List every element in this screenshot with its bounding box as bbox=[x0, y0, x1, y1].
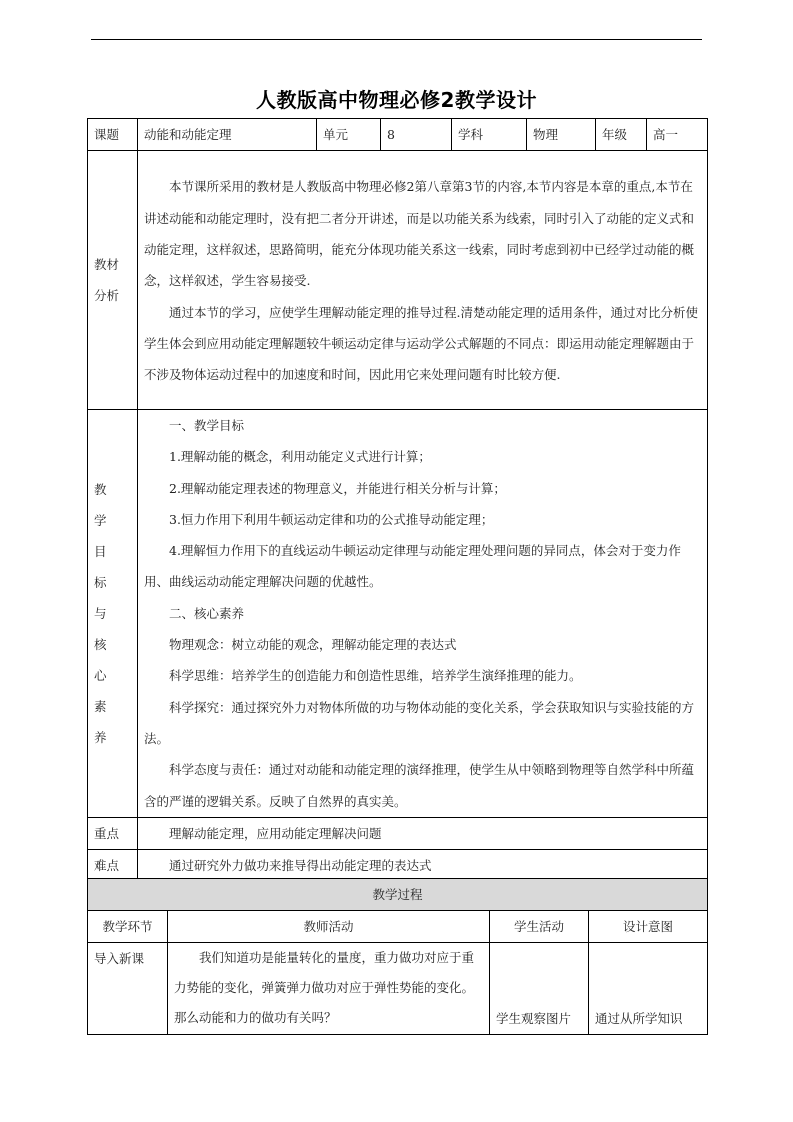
paragraph: 本节课所采用的教材是人教版高中物理必修2第八章第3节的内容,本节内容是本章的重点,本节在讲述动能和动能定理时，没有把二者分开讲述，而是以功能关系为线索，同时引入了动能的定义式和动能定理，这样叙述，思路简明，能充分体现功能关系这一线索，同时考虑到初中已经学过动能的概念，这样叙述，学生容易接受. bbox=[144, 179, 695, 289]
column-header-stage: 教学环节 bbox=[88, 911, 168, 943]
student-activity-cell: 学生观察图片 bbox=[490, 943, 589, 1035]
objectives-row bbox=[88, 410, 708, 818]
design-intent-cell: 通过从所学知识 bbox=[589, 943, 708, 1035]
label-line: 养 bbox=[94, 729, 115, 745]
lesson-info-table bbox=[87, 118, 708, 882]
label-line: 与 核 bbox=[94, 605, 115, 652]
process-heading-row bbox=[88, 879, 708, 911]
goal-item: 2.理解动能定理表述的物理意义，并能进行相关分析与计算； bbox=[169, 480, 506, 496]
teaching-process-table bbox=[87, 878, 708, 1035]
topic-label: 课题 bbox=[88, 119, 138, 151]
label-line: 目 标 bbox=[94, 543, 115, 590]
column-header-teacher: 教师活动 bbox=[168, 911, 490, 943]
subject-value: 物理 bbox=[527, 119, 596, 151]
subject-label: 学科 bbox=[452, 119, 527, 151]
column-header-student: 学生活动 bbox=[490, 911, 589, 943]
unit-value: 8 bbox=[381, 119, 452, 151]
paragraph: 通过本节的学习，应使学生理解动能定理的推导过程.清楚动能定理的适用条件，通过对比分析使学生体会到应用动能定理解题较牛顿运动定律与运动学公式解题的不同点：即运用动能定理解题由于不涉及物体运动过程中的加速度和时间，因此用它来处理问题有时比较方便. bbox=[144, 304, 698, 383]
page-title: 人教版高中物理必修2教学设计 bbox=[256, 88, 537, 112]
material-analysis-content bbox=[138, 151, 708, 410]
process-column-header-row bbox=[88, 911, 708, 943]
grade-value: 高一 bbox=[647, 119, 708, 151]
key-point-text: 理解动能定理，应用动能定理解决问题 bbox=[169, 825, 382, 841]
difficulty-value bbox=[138, 849, 708, 881]
process-row bbox=[88, 943, 708, 1035]
label-line: 分析 bbox=[94, 288, 120, 303]
material-analysis-row bbox=[88, 151, 708, 410]
label-line: 教材 bbox=[94, 257, 120, 272]
goal-item: 4.理解恒力作用下的直线运动牛顿运动定律理与动能定理处理问题的异同点，体会对于变力作用、曲线运动动能定理解决问题的优越性。 bbox=[144, 543, 681, 590]
difficulty-text: 通过研究外力做功来推导得出动能定理的表达式 bbox=[169, 857, 432, 873]
key-point-row bbox=[88, 817, 708, 849]
grade-label: 年级 bbox=[596, 119, 647, 151]
material-analysis-label bbox=[88, 151, 138, 410]
label-line: 心 素 bbox=[94, 667, 115, 714]
key-point-value bbox=[138, 817, 708, 849]
literacy-item: 科学态度与责任：通过对动能和动能定理的演绎推理，使学生从中领略到物理等自然学科中所蕴含的严谨的逻辑关系。反映了自然界的真实美。 bbox=[144, 762, 695, 809]
goal-item: 3.恒力作用下利用牛顿运动定律和功的公式推导动能定理； bbox=[169, 511, 494, 527]
teacher-activity-text: 我们知道功是能量转化的量度，重力做功对应于重力势能的变化，弹簧弹力做功对应于弹性势能的变化。那么动能和力的做功有关吗？ bbox=[174, 950, 475, 1025]
topic-value: 动能和动能定理 bbox=[138, 119, 317, 151]
literacy-item: 科学探究：通过探究外力对物体所做的功与物体动能的变化关系，学会获取知识与实验技能的方法。 bbox=[144, 699, 695, 746]
objectives-label bbox=[88, 410, 138, 818]
difficulty-label: 难点 bbox=[88, 849, 138, 881]
key-point-label: 重点 bbox=[88, 817, 138, 849]
literacy-item: 物理观念：树立动能的观念，理解动能定理的表达式 bbox=[169, 637, 457, 653]
literacy-item: 科学思维：培养学生的创造能力和创造性思维，培养学生演绎推理的能力。 bbox=[169, 668, 582, 684]
stage-cell: 导入新课 bbox=[88, 943, 168, 1035]
column-header-intent: 设计意图 bbox=[589, 911, 708, 943]
unit-label: 单元 bbox=[317, 119, 381, 151]
teacher-activity-cell bbox=[168, 943, 490, 1035]
difficulty-row bbox=[88, 849, 708, 881]
info-row bbox=[88, 119, 708, 151]
section-heading: 一、教学目标 bbox=[169, 418, 245, 433]
goal-item: 1.理解动能的概念，利用动能定义式进行计算； bbox=[169, 449, 431, 465]
header-rule bbox=[91, 39, 702, 40]
process-heading: 教学过程 bbox=[88, 879, 708, 911]
section-heading: 二、核心素养 bbox=[169, 605, 245, 621]
label-line: 教 学 bbox=[94, 481, 115, 528]
objectives-content bbox=[138, 410, 708, 818]
